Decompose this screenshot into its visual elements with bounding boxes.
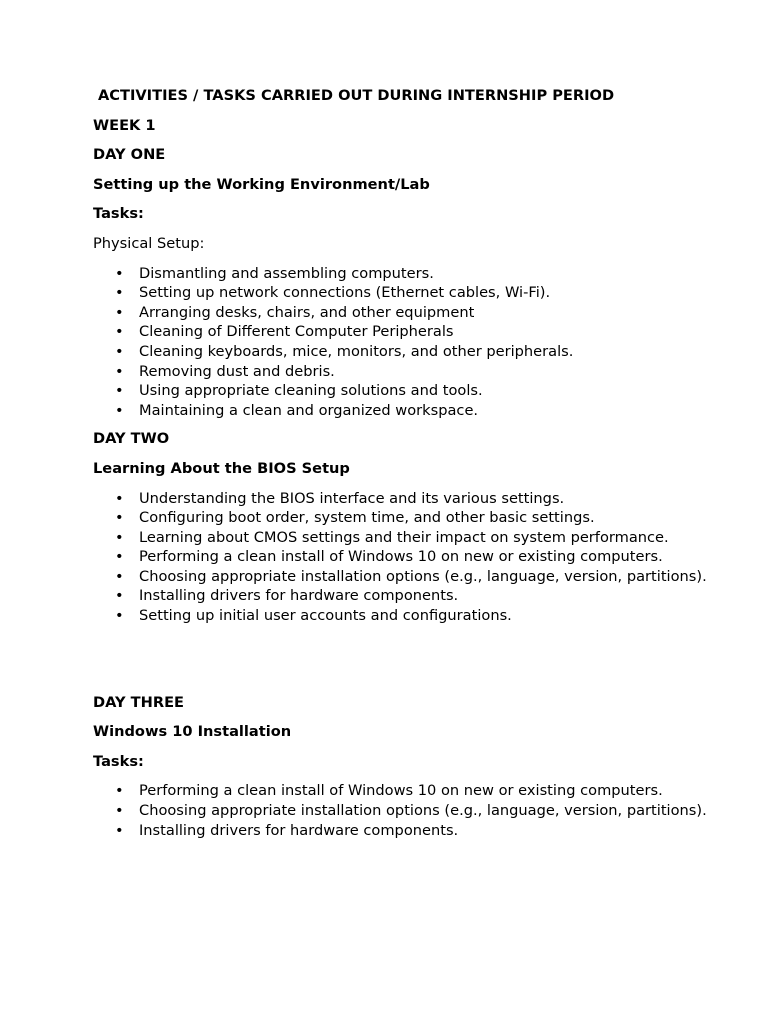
- bullet-icon: •: [115, 607, 124, 625]
- list-item-text: Configuring boot order, system time, and other basic settings.: [139, 509, 595, 527]
- list-item: [93, 606, 713, 626]
- bullet-icon: •: [115, 509, 124, 527]
- day-one-task-list: [93, 264, 713, 421]
- list-item: [93, 322, 713, 342]
- list-item: [93, 547, 713, 567]
- list-item-text: Setting up network connections (Ethernet cables, Wi-Fi).: [139, 284, 551, 302]
- list-item-text: Maintaining a clean and organized workspace.: [139, 401, 479, 419]
- week-heading: WEEK 1: [93, 116, 156, 134]
- document-page: [93, 86, 713, 849]
- bullet-icon: •: [115, 548, 124, 566]
- list-item-text: Setting up initial user accounts and configurations.: [139, 607, 512, 625]
- list-item-text: Dismantling and assembling computers.: [139, 264, 434, 282]
- day-two-heading: DAY TWO: [93, 430, 170, 448]
- list-item: [93, 508, 713, 528]
- day-two-task-list: [93, 489, 713, 626]
- bullet-icon: •: [115, 362, 124, 380]
- list-item: [93, 401, 713, 421]
- bullet-icon: •: [115, 782, 124, 800]
- day-two-subheading: Learning About the BIOS Setup: [93, 459, 350, 477]
- list-item: [93, 821, 713, 841]
- list-item-text: Choosing appropriate installation options (e.g., language, version, partitions).: [139, 802, 707, 820]
- list-item: [93, 264, 713, 284]
- list-item: [93, 528, 713, 548]
- list-item-text: Cleaning of Different Computer Peripherals: [139, 323, 454, 341]
- bullet-icon: •: [115, 284, 124, 302]
- bullet-icon: •: [115, 587, 124, 605]
- list-item-text: Using appropriate cleaning solutions and tools.: [139, 382, 483, 400]
- list-item: [93, 801, 713, 821]
- list-item: [93, 362, 713, 382]
- day-one-subheading: Setting up the Working Environment/Lab: [93, 175, 430, 193]
- list-item: [93, 381, 713, 401]
- list-item: [93, 781, 713, 801]
- bullet-icon: •: [115, 382, 124, 400]
- list-item-text: Removing dust and debris.: [139, 362, 335, 380]
- bullet-icon: •: [115, 528, 124, 546]
- list-item: [93, 489, 713, 509]
- list-item-text: Learning about CMOS settings and their impact on system performance.: [139, 528, 669, 546]
- list-item: [93, 342, 713, 362]
- bullet-icon: •: [115, 323, 124, 341]
- day-one-heading: DAY ONE: [93, 146, 166, 164]
- list-item-text: Installing drivers for hardware components.: [139, 587, 459, 605]
- day-three-subheading: Windows 10 Installation: [93, 723, 292, 741]
- list-item: [93, 567, 713, 587]
- day-three-task-list: [93, 781, 713, 840]
- day-three-tasks-label: Tasks:: [93, 752, 144, 770]
- bullet-icon: •: [115, 802, 124, 820]
- bullet-icon: •: [115, 401, 124, 419]
- list-item-text: Arranging desks, chairs, and other equipment: [139, 303, 475, 321]
- document-title: ACTIVITIES / TASKS CARRIED OUT DURING INTERNSHIP PERIOD: [98, 87, 615, 104]
- day-one-intro: Physical Setup:: [93, 234, 205, 252]
- bullet-icon: •: [115, 821, 124, 839]
- list-item: [93, 586, 713, 606]
- bullet-icon: •: [115, 489, 124, 507]
- list-item: [93, 303, 713, 323]
- list-item-text: Understanding the BIOS interface and its various settings.: [139, 489, 565, 507]
- bullet-icon: •: [115, 303, 124, 321]
- day-one-tasks-label: Tasks:: [93, 205, 144, 223]
- blank-lines: [93, 635, 713, 693]
- list-item-text: Performing a clean install of Windows 10 on new or existing computers.: [139, 548, 663, 566]
- bullet-icon: •: [115, 342, 124, 360]
- list-item: [93, 283, 713, 303]
- day-three-heading: DAY THREE: [93, 693, 185, 711]
- list-item-text: Performing a clean install of Windows 10 on new or existing computers.: [139, 782, 663, 800]
- list-item-text: Choosing appropriate installation options (e.g., language, version, partitions).: [139, 567, 707, 585]
- bullet-icon: •: [115, 264, 124, 282]
- list-item-text: Installing drivers for hardware components.: [139, 821, 459, 839]
- list-item-text: Cleaning keyboards, mice, monitors, and other peripherals.: [139, 342, 574, 360]
- bullet-icon: •: [115, 567, 124, 585]
